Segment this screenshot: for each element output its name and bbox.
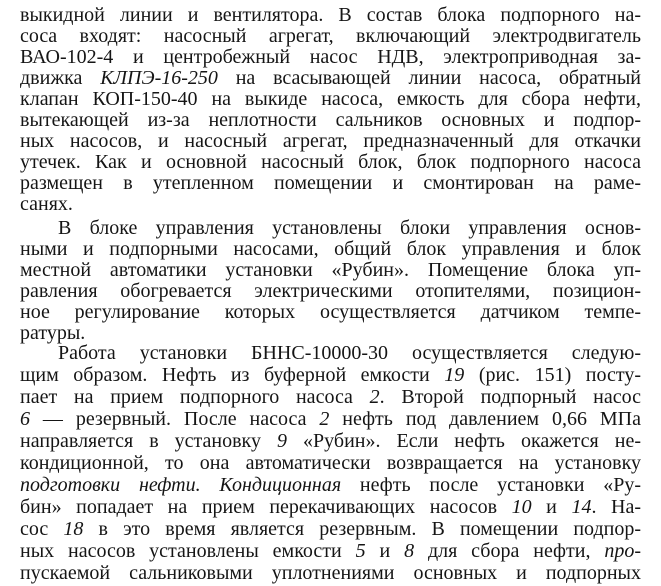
text-run: ратуры.	[20, 322, 86, 344]
text-run: ных насосов установлены емкости	[20, 540, 356, 562]
italic-run: 2	[319, 408, 330, 430]
text-line	[20, 560, 641, 586]
text-run: «Рубин». Если нефть окажется не-	[287, 430, 641, 452]
text-run: Работа установки БННС-10000-30 осуществляется следую-	[58, 342, 641, 364]
text-run: . На-	[591, 496, 642, 518]
text-run: нефть под давлением 0,66 МПа	[329, 408, 641, 430]
text-run: ное регулирование которых осуществляется датчиком темпе-	[20, 301, 641, 323]
italic-run: 8	[404, 540, 415, 562]
text-run: санях.	[20, 193, 73, 215]
text-run: вытекающей из-за неплотности сальников основных и подпор-	[20, 109, 641, 131]
text-run: . Второй подпорный насос	[379, 386, 641, 408]
text-run: (рис. 151) посту-	[464, 364, 641, 386]
text-run: и	[531, 496, 572, 518]
italic-run: 10	[511, 496, 532, 518]
text-run: пает на прием подпорного насоса	[20, 386, 370, 408]
text-run: в это время является резервным. В помещении подпор-	[83, 518, 641, 540]
text-run: местной автоматики установки «Рубин». Помещение блока уп-	[20, 259, 641, 281]
text-run: нефть после установки «Ру-	[341, 474, 642, 496]
text-run: щим образом. Нефть из буферной емкости	[20, 364, 445, 386]
text-run: ВАО-102-4 и центробежный насос НДВ, электроприводная за-	[20, 46, 641, 68]
text-run: сос	[20, 518, 64, 540]
text-run: сосa входят: насосный агрегат, включающий электродвигатель	[20, 25, 641, 47]
text-run: размещен в утепленном помещении и смонтирован на раме-	[20, 172, 641, 194]
text-run: утечек. Как и основной насосный блок, блок подпорного насоса	[20, 151, 641, 173]
text-run: ными и подпорными насосами, общий блок управления и блок	[20, 238, 641, 260]
text-run: и	[365, 540, 405, 562]
text-run: на всасывающей линии насоса, обратный	[217, 67, 641, 89]
text-run: В блоке управления установлены блоки управления основ-	[58, 217, 641, 239]
text-run: бин» попадает на прием перекачивающих насосов	[20, 496, 512, 518]
italic-run: 19	[444, 364, 465, 386]
text-run: клапан КОП-150-40 на выкиде насоса, емкость для сбора нефти,	[20, 88, 641, 110]
text-run: пускаемой сальниковыми уплотнениями основных и подпорных	[20, 562, 641, 584]
text-line	[20, 191, 641, 217]
text-run: кондиционной, то она автоматически возвращается на установку	[20, 452, 641, 474]
italic-run: КЛПЭ-16-250	[100, 67, 218, 89]
italic-run: подготовки нефти. Кондиционная	[20, 474, 342, 496]
italic-run: 2	[369, 386, 380, 408]
italic-run: про-	[604, 540, 642, 562]
italic-run: 14	[571, 496, 592, 518]
text-run: выкидной линии и вентилятора. В состав блока подпорного на-	[20, 4, 641, 26]
text-run: ных насосов, и насосный агрегат, предназначенный для откачки	[20, 130, 641, 152]
italic-run: 6	[20, 408, 30, 430]
text-run: равления обогревается электрическими отопителями, позицион-	[20, 280, 641, 302]
text-run: движка	[20, 67, 101, 89]
italic-run: 18	[63, 518, 84, 540]
text-run: для сбора нефти,	[414, 540, 605, 562]
text-run: — резервный. После насоса	[30, 408, 320, 430]
italic-run: 5	[355, 540, 366, 562]
text-run: направляется в установку	[20, 430, 278, 452]
italic-run: 9	[277, 430, 288, 452]
